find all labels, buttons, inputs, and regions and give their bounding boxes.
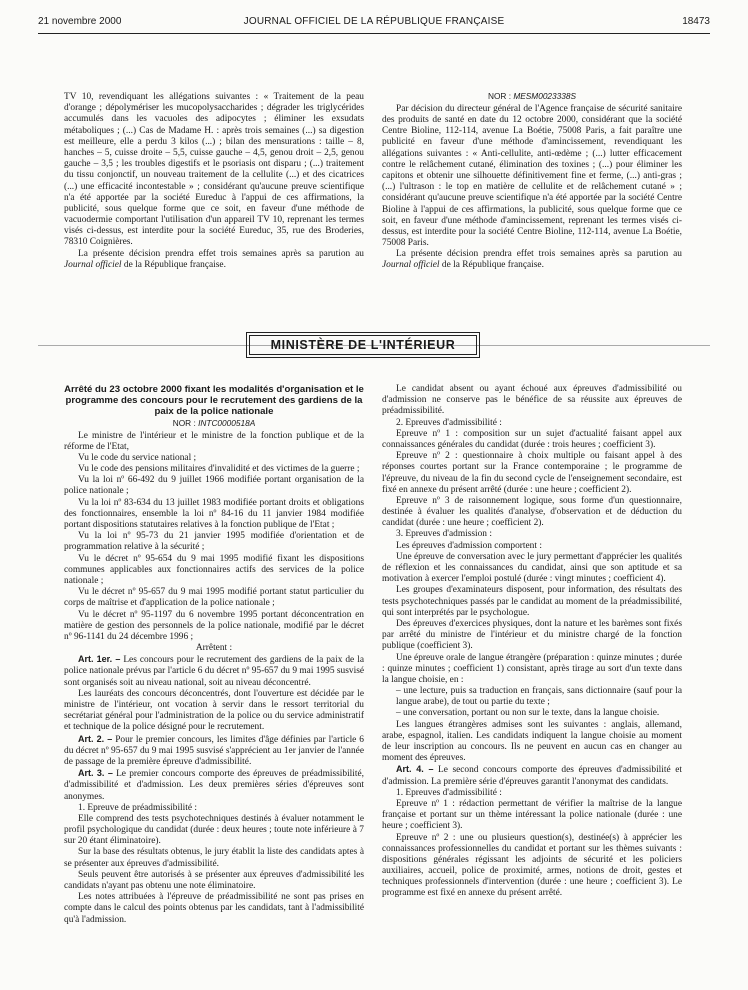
paragraph: 3. Epreuves d'admission : [396, 529, 492, 540]
paragraph: Les groupes d'examinateurs disposent, pour information, des résultats des tests psychotechniques passés par le candidat au moment de la préadmissibilité, qui sont interprétés par le psychologue. [382, 585, 682, 618]
paragraph: Vu le code des pensions militaires d'invalidité et des victimes de la guerre ; [78, 464, 360, 475]
nor-reference: NOR : MESM0023338S [487, 91, 577, 101]
paragraph: La présente décision prendra effet trois semaines après sa parution au Journal officiel de la République française. [382, 249, 682, 271]
header-rule [38, 33, 710, 34]
header-date: 21 novembre 2000 [38, 16, 122, 27]
paragraph: La présente décision prendra effet trois semaines après sa parution au Journal officiel de la République française. [64, 248, 364, 270]
article-4: Art. 4. – Le second concours comporte des épreuves d'admissibilité et d'admission. La première série d'épreuves garantit l'anonymat des candidats. [382, 764, 682, 787]
paragraph: 1. Epreuves d'admissibilité : [396, 787, 502, 798]
paragraph: Les épreuves d'admission comportent : [396, 540, 542, 551]
paragraph: 1. Epreuve de préadmissibilité : [78, 802, 197, 813]
article-3: Art. 3. – Le premier concours comporte des épreuves de préadmissibilité, d'admissibilité et d'admission. Les deux premières séries d'épreuves sont anonymes. [64, 768, 364, 802]
paragraph: Le ministre de l'intérieur et le ministre de la fonction publique et de la réforme de l'Etat, [64, 430, 364, 452]
paragraph: Seuls peuvent être autorisés à se présenter aux épreuves d'admissibilité les candidats n'ayant pas obtenu une note éliminatoire. [64, 869, 364, 892]
arretent-label: Arrêtent : [195, 643, 233, 654]
list-item: – une conversation, portant ou non sur le texte, dans la langue choisie. [396, 708, 660, 719]
paragraph: Epreuve nº 1 : composition sur un sujet d'actualité faisant appel aux connaissances générales du candidat (durée : trois heures ; coefficient 3). [382, 428, 682, 450]
paragraph: Sur la base des résultats obtenus, le jury établit la liste des candidats aptes à se présenter aux épreuves d'admissibilité. [64, 847, 364, 869]
top-left-column [64, 92, 364, 271]
paragraph: Vu le décret nº 95-657 du 9 mai 1995 modifié portant statut particulier du corps de maîtrise et d'application de la police nationale ; [64, 587, 364, 609]
paragraph: Les lauréats des concours déconcentrés, dont l'ouverture est décidée par le ministre de l'intérieur, ont vocation à servir dans le ressort territorial du secrétariat général pour l'administration de la police ou du service administratif et technique de la police désigné pour le recrutement. [64, 688, 364, 733]
bottom-left-column [64, 384, 364, 926]
article-1: Art. 1er. – Les concours pour le recrutement des gardiens de la paix de la police nationale prévus par l'article 6 du décret nº 95-657 du 9 mai 1995 susvisé sont organisés soit au niveau national, soit au niveau déconcentré. [64, 654, 364, 688]
paragraph: 2. Epreuves d'admissibilité : [396, 417, 502, 428]
paragraph: Vu la loi nº 83-634 du 13 juillet 1983 modifiée portant droits et obligations des fonctionnaires, ensemble la loi nº 84-16 du 11 janvier 1984 modifiée portant dispositions statutaires relatives à la fonction publique de l'Etat ; [64, 497, 364, 531]
paragraph: Les langues étrangères admises sont les suivantes : anglais, allemand, arabe, espagnol, italien. Les candidats indiquent la langue choisie au moment de leur inscription au concours. Ils ne peuvent en aucun cas en changer au moment des épreuves. [382, 719, 682, 764]
paragraph: Le candidat absent ou ayant échoué aux épreuves d'admissibilité ou d'admission ne conserve pas le bénéfice de sa réussite aux épreuves de préadmissibilité. [382, 384, 682, 417]
paragraph: TV 10, revendiquant les allégations suivantes : « Traitement de la peau d'orange ; dépolymériser les mucopolysaccharides ; dégrader les triglycérides accumulés dans les vacuoles des adipocytes ; éliminer les exsudats métaboliques ; (...) Cas de Madame H. : après trois semaines (...) sa digestion est meilleure, elle a perdu 3 kilos (...) ; bilan des mensurations : taille – 8, hanches – 5, cuisse droite – 5,5, cuisse gauche – 4,5, genou droit – 2,5, genou gauche – 3,5 ; les troubles digestifs et le psoriasis ont disparu ; (...) traitement du tissu conjonctif, un nouveau traitement de la cellulite (...) et des cicatrices (...) une efficacité incontestable » ; considérant qu'aucune preuve scientifique n'a été apportée par la société Eureduc à l'appui de ces affirmations, la publicité, sous quelque forme que ce soit, en faveur d'une méthode de vacuodermie comportant l'utilisation d'un appareil TV 10, reprenant les termes visés ci-dessus, est interdite pour la société Eureduc, 35, rue des Broderies, 78310 Coignières. [64, 92, 364, 248]
paragraph: Une épreuve orale de langue étrangère (préparation : quinze minutes ; durée : quinze minutes ; coefficient 1) consistant, après tirage au sort d'un texte dans la langue choisie, en : [382, 652, 682, 685]
ministry-heading-box [246, 332, 480, 358]
article-2: Art. 2. – Pour le premier concours, les limites d'âge définies par l'article 6 du décret nº 95-657 du 9 mai 1995 susvisé s'apprécient au 1er janvier de l'année de passage de la première épreuve d'admissibilité. [64, 733, 364, 767]
paragraph: Une épreuve de conversation avec le jury permettant d'apprécier les qualités de réflexion et les connaissances du candidat, ainsi que son aptitude et sa motivation à exercer l'emploi postulé (durée : vingt minutes ; coefficient 4). [382, 551, 682, 585]
paragraph: Vu le décret nº 95-654 du 9 mai 1995 modifié fixant les dispositions communes applicables aux fonctionnaires actifs des services de la police nationale ; [64, 553, 364, 586]
list-item: – une lecture, puis sa traduction en français, sans dictionnaire (sauf pour la langue arabe), de tout ou partie du texte ; [396, 686, 682, 708]
ministry-heading: MINISTÈRE DE L'INTÉRIEUR [249, 335, 477, 355]
paragraph: Epreuve nº 2 : une ou plusieurs question(s), destinée(s) à apprécier les connaissances professionnelles du candidat et portant sur les thèmes suivants : dispositions générales régissant les adjoints de sécurité et les policiers auxiliaires, accueil, police de proximité, armes, notions de droit, gestes et techniques professionnels d'intervention (durée : une heure ; coefficient 3). Le programme est fixé en annexe du présent arrêté. [382, 832, 682, 899]
paragraph: Les notes attribuées à l'épreuve de préadmissibilité ne sont pas prises en compte dans le calcul des points obtenus par les candidats, tant à l'admissibilité qu'à l'admission. [64, 892, 364, 925]
nor-reference: NOR : INTC0000518A [172, 417, 256, 428]
paragraph: Epreuve nº 1 : rédaction permettant de vérifier la maîtrise de la langue française et portant sur un thème intéressant la police nationale (durée : une heure ; coefficient 3). [382, 798, 682, 832]
header-title: JOURNAL OFFICIEL DE LA RÉPUBLIQUE FRANÇAISE [243, 16, 505, 27]
paragraph: Epreuve nº 2 : questionnaire à choix multiple ou faisant appel à des réponses courtes portant sur la France contemporaine ; le programme de l'épreuve, du niveau de la fin du second cycle de l'enseignement secondaire, est fixé en annexe du présent arrêté (durée : une heure ; coefficient 2). [382, 451, 682, 495]
paragraph: Vu le code du service national ; [78, 452, 197, 463]
page-header [38, 16, 710, 30]
paragraph: Vu le décret nº 95-1197 du 6 novembre 1995 portant déconcentration en matière de gestion des personnels de la police nationale, modifié par le décret nº 96-1141 du 24 décembre 1996 ; [64, 609, 364, 642]
paragraph: Vu la loi nº 66-492 du 9 juillet 1966 modifiée portant organisation de la police nationale ; [64, 475, 364, 497]
paragraph: Elle comprend des tests psychotechniques destinés à évaluer notamment le profil psychologique du candidat (durée : deux heures ; toute note inférieure à 7 sur 20 étant éliminatoire). [64, 813, 364, 847]
decree-title: Arrêté du 23 octobre 2000 fixant les modalités d'organisation et le programme des concours pour le recrutement des gardiens de la paix de la police nationale [64, 384, 364, 418]
paragraph: Epreuve nº 3 de raisonnement logique, sous forme d'un questionnaire, destinée à évaluer les qualités d'analyse, d'observation et de déduction du candidat (durée : une heure ; coefficient 2). [382, 495, 682, 529]
paragraph: Par décision du directeur général de l'Agence française de sécurité sanitaire des produits de santé en date du 12 octobre 2000, considérant que la société Centre Bioline, 112-114, avenue La Boétie, 75008 Paris, a fait paraître une publicité en faveur d'une méthode d'amincissement, revendiquant les allégations suivantes : « Anti-cellulite, anti-œdème ; (...) lutter efficacement contre le relâchement cutané, élimination des toxines ; (...) pour éliminer les capitons et obtenir une silhouette définitivement fine et ferme, (...) anti-gras ; (...) l'ultrason : le top en matière de cellulite et de relâchement cutané » ; considérant qu'aucune preuve scientifique n'a été apportée par la société Centre Bioline à l'appui de ces affirmations, la publicité, sous quelque forme que ce soit, en faveur d'une méthode d'amincissement, reprenant les termes visés ci-dessus, est interdite pour la société Centre Bioline, 112-114, avenue La Boétie, 75008 Paris. [382, 103, 682, 249]
bottom-right-column [382, 384, 682, 900]
paragraph: Des épreuves d'exercices physiques, dont la nature et les barèmes sont fixés par arrêté du ministre de l'intérieur et du ministre chargé de la fonction publique (coefficient 3). [382, 618, 682, 652]
top-right-column [382, 92, 682, 272]
page-number: 18473 [682, 16, 710, 27]
paragraph: Vu la loi nº 95-73 du 21 janvier 1995 modifiée d'orientation et de programmation relative à la sécurité ; [64, 531, 364, 553]
